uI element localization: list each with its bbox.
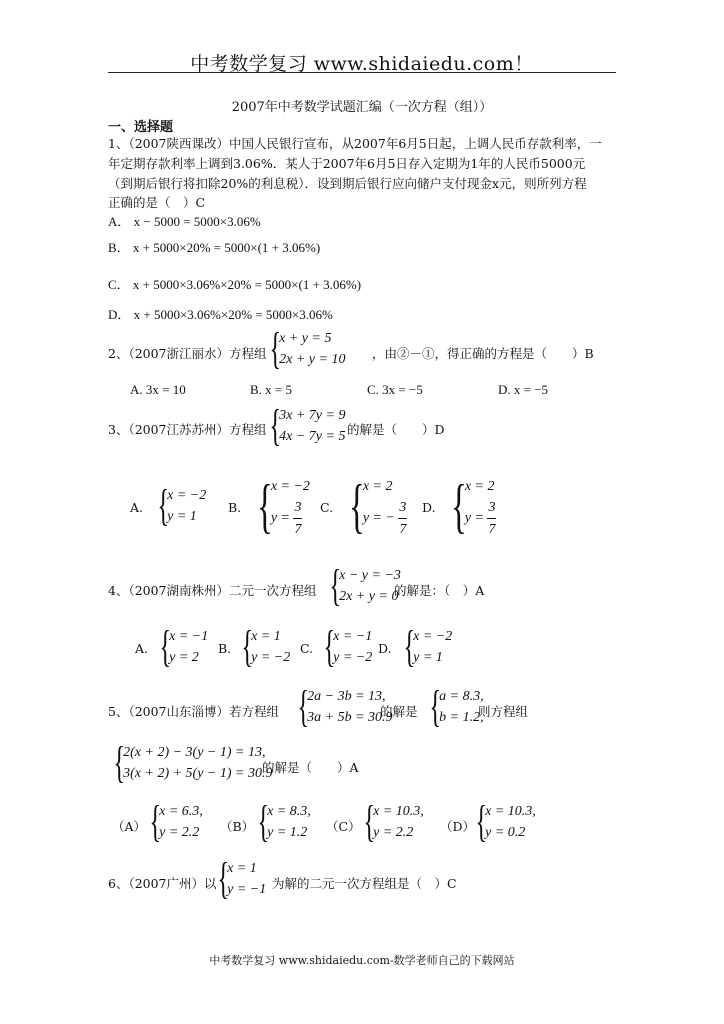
- q6-suffix: 为解的二元一次方程组是（ ）C: [272, 876, 457, 891]
- brace-icon: {: [217, 854, 230, 903]
- q4-c2: y = −2: [333, 650, 373, 665]
- q2-eq1: x + y = 5: [279, 331, 332, 346]
- q4-d-label: D.: [378, 641, 392, 656]
- q4-c1: x = −1: [333, 629, 373, 644]
- q5-option-d: [466, 797, 536, 846]
- brace-icon: {: [348, 473, 365, 539]
- brace-icon: {: [269, 324, 282, 373]
- page-title: 2007年中考数学试题汇编（一次方程（组））: [231, 100, 493, 115]
- numerator: 3: [487, 497, 496, 519]
- q3-option-d: [438, 473, 496, 539]
- q5-big-system: [104, 738, 273, 787]
- q1-line2: 年定期存款利率上调到3.06%．某人于2007年6月5日存入定期为1年的人民币5000元: [108, 156, 586, 171]
- q4-b1: x = 1: [251, 629, 281, 644]
- brace-icon: {: [403, 622, 416, 671]
- q5-option-a: [140, 797, 203, 846]
- q4-a-label: A.: [135, 641, 149, 656]
- q4-d2: y = 1: [413, 650, 443, 665]
- brace-icon: {: [159, 622, 172, 671]
- q2-option-d: D. x = −5: [498, 382, 549, 397]
- q3-eq1: 3x + 7y = 9: [279, 408, 346, 423]
- q3-option-a: [148, 481, 207, 530]
- q3-d1: x = 2: [464, 479, 495, 494]
- q4-option-d: [394, 622, 453, 671]
- q4-a2: y = 2: [169, 650, 199, 665]
- q3-option-b: [244, 473, 310, 539]
- q3-c2-pre: y = −: [362, 510, 395, 526]
- brace-icon: {: [297, 682, 310, 731]
- q5-suffix: 的解是（ ）A: [262, 760, 359, 775]
- brace-icon: {: [450, 473, 467, 539]
- brace-icon: {: [241, 622, 254, 671]
- numerator: 3: [293, 497, 302, 519]
- page-footer: 中考数学复习 www.shidaiedu.com-数学老师自己的下载网站: [209, 954, 515, 967]
- brace-icon: {: [475, 797, 488, 846]
- q2-option-c: C. 3x = −5: [367, 382, 423, 397]
- q5-a-label: （A）: [112, 819, 147, 834]
- q5-big1: 2(x + 2) − 3(y − 1) = 13,: [123, 745, 266, 760]
- q5-d1: x = 10.3,: [485, 804, 536, 819]
- site-header: 中考数学复习 www.shidaiedu.com！: [190, 53, 534, 75]
- q6-eq1: x = 1: [227, 861, 257, 876]
- q3-c-label: C.: [320, 500, 334, 515]
- q5-a2: y = 2.2: [159, 825, 200, 840]
- q5-d2: y = 0.2: [485, 825, 526, 840]
- q2-system: [260, 324, 346, 373]
- q3-suffix: 的解是（ ）D: [347, 422, 445, 437]
- q4-a1: x = −1: [169, 629, 209, 644]
- q3-d2-pre: y =: [464, 510, 484, 526]
- q4-c-label: C.: [300, 641, 314, 656]
- q5-b-label: （B）: [220, 819, 255, 834]
- brace-icon: {: [429, 682, 442, 731]
- q5-system: [288, 682, 393, 731]
- q5-sol2: b = 1.2,: [439, 710, 484, 725]
- brace-icon: {: [157, 481, 170, 530]
- q5-eq2: 3a + 5b = 30.9: [307, 710, 393, 725]
- q3-option-c: [336, 473, 407, 539]
- q3-system: [260, 401, 346, 450]
- q3-b1: x = −2: [270, 479, 310, 494]
- fraction: [293, 497, 302, 540]
- q1-option-c: C． x + 5000×3.06%×20% = 5000×(1 + 3.06%): [108, 277, 362, 292]
- q3-a-label: A.: [130, 500, 144, 515]
- numerator: 3: [398, 497, 407, 519]
- section-heading: 一、选择题: [108, 120, 174, 135]
- q4-prefix: 4、（2007湖南株州）二元一次方程组: [108, 583, 317, 598]
- q1-option-b: B． x + 5000×20% = 5000×(1 + 3.06%): [108, 240, 321, 255]
- q4-d1: x = −2: [413, 629, 453, 644]
- q5-after: 则方程组: [478, 704, 529, 719]
- q5-prefix: 5、（2007山东淄博）若方程组: [108, 704, 280, 719]
- q5-a1: x = 6.3,: [159, 804, 203, 819]
- brace-icon: {: [363, 797, 376, 846]
- brace-icon: {: [113, 738, 126, 787]
- brace-icon: {: [323, 622, 336, 671]
- q6-eq2: y = −1: [227, 882, 267, 897]
- q3-prefix: 3、（2007江苏苏州）方程组: [108, 422, 267, 437]
- q5-mid: 的解是: [380, 704, 418, 719]
- q4-suffix: 的解是：（ ）A: [394, 583, 485, 598]
- q3-d-label: D.: [422, 500, 436, 515]
- q5-option-b: [248, 797, 311, 846]
- q4-b-label: B.: [218, 641, 232, 656]
- q3-a1: x = −2: [167, 488, 207, 503]
- q4-eq1: x − y = −3: [339, 568, 401, 583]
- q5-c-label: （C）: [326, 819, 361, 834]
- q3-b-label: B.: [228, 500, 242, 515]
- q4-option-a: [150, 622, 209, 671]
- q5-b1: x = 8.3,: [267, 804, 311, 819]
- q2-option-a: A. 3x = 10: [130, 382, 186, 397]
- q5-d-label: （D）: [440, 819, 476, 834]
- denominator: 7: [399, 522, 407, 537]
- q3-a2: y = 1: [167, 509, 197, 524]
- q5-sol1: a = 8.3,: [439, 689, 484, 704]
- q5-big2: 3(x + 2) + 5(y − 1) = 30.9: [123, 766, 273, 781]
- denominator: 7: [294, 522, 302, 537]
- q2-eq2: 2x + y = 10: [279, 352, 346, 367]
- q1-option-a: A． x − 5000 = 5000×3.06%: [108, 214, 261, 229]
- q5-option-c: [354, 797, 424, 846]
- q4-b2: y = −2: [251, 650, 291, 665]
- q2-suffix: ，由②－①，得正确的方程是（ ）B: [372, 346, 594, 361]
- header-rule: [108, 72, 616, 73]
- q5-c2: y = 2.2: [373, 825, 414, 840]
- q5-c1: x = 10.3,: [373, 804, 424, 819]
- brace-icon: {: [256, 473, 273, 539]
- q4-option-c: [314, 622, 373, 671]
- q4-eq2: 2x + y = 0: [339, 589, 399, 604]
- q5-eq1: 2a − 3b = 13,: [307, 689, 386, 704]
- brace-icon: {: [257, 797, 270, 846]
- brace-icon: {: [269, 401, 282, 450]
- q3-c1: x = 2: [362, 479, 393, 494]
- q6-system: [208, 854, 267, 903]
- q1-line3: （到期后银行将扣除20%的利息税）．设到期后银行应向储户支付现金x元，则所列方程: [108, 176, 587, 191]
- q4-option-b: [232, 622, 291, 671]
- brace-icon: {: [329, 561, 342, 610]
- q3-eq2: 4x − 7y = 5: [279, 429, 346, 444]
- q2-option-b: B. x = 5: [250, 382, 293, 397]
- denominator: 7: [488, 522, 496, 537]
- brace-icon: {: [149, 797, 162, 846]
- q2-prefix: 2、（2007浙江丽水）方程组: [108, 346, 267, 361]
- q1-option-d: D． x + 5000×3.06%×20% = 5000×3.06%: [108, 307, 333, 322]
- q1-line1: 1、（2007陕西课改）中国人民银行宣布，从2007年6月5日起，上调人民币存款利率，一: [108, 136, 602, 151]
- q6-prefix: 6、（2007广州）以: [108, 876, 217, 891]
- fraction: [487, 497, 496, 540]
- fraction: [398, 497, 407, 540]
- q5-b2: y = 1.2: [267, 825, 308, 840]
- q3-b2-pre: y =: [270, 510, 290, 526]
- q5-solution: [420, 682, 484, 731]
- q4-system: [320, 561, 401, 610]
- q1-line4: 正确的是（ ）C: [108, 195, 206, 210]
